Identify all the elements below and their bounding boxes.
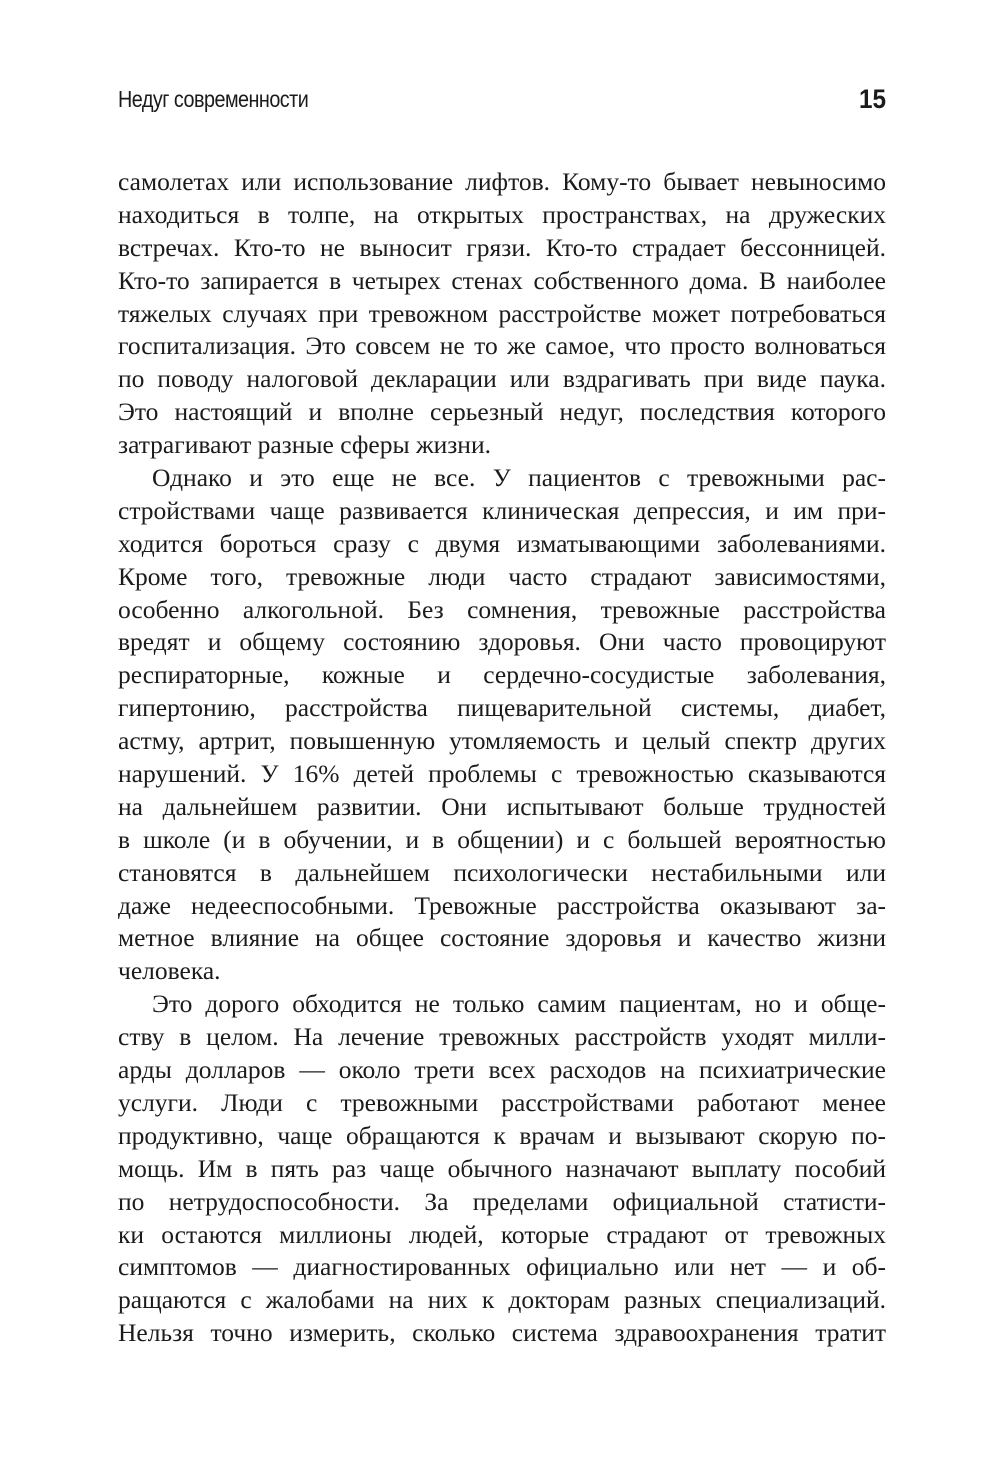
text-line: тяжелых случаях при тревожном расстройстве может потребоваться bbox=[118, 298, 886, 328]
text-line: Однако и это еще не все. У пациентов с тревожными рас- bbox=[152, 463, 886, 493]
text-line: Это настоящий и вполне серьезный недуг, последствия которого bbox=[118, 397, 886, 427]
text-line: по нетрудоспособности. За пределами официальной статисти- bbox=[118, 1186, 886, 1216]
text-line: Кто-то запирается в четырех стенах собственного дома. В наиболее bbox=[118, 265, 886, 295]
text-line: стройствами чаще развивается клиническая депрессия, и им при- bbox=[118, 495, 886, 525]
text-line: даже недееспособными. Тревожные расстройства оказывают за- bbox=[118, 890, 886, 920]
text-line: находиться в толпе, на открытых пространствах, на дружеских bbox=[118, 199, 886, 229]
paragraph-2 bbox=[118, 462, 886, 988]
running-header bbox=[118, 84, 886, 124]
text-line: становятся в дальнейшем психологически нестабильными или bbox=[118, 857, 886, 887]
paragraph-1 bbox=[118, 166, 886, 462]
text-line: астму, артрит, повышенную утомляемость и целый спектр других bbox=[118, 726, 886, 756]
text-line: ки остаются миллионы людей, которые страдают от тревожных bbox=[118, 1219, 886, 1249]
text-line: ходится бороться сразу с двумя изматывающими заболеваниями. bbox=[118, 528, 886, 558]
text-line: услуги. Люди с тревожными расстройствами работают менее bbox=[118, 1087, 886, 1117]
text-line: по поводу налоговой декларации или вздрагивать при виде паука. bbox=[118, 364, 886, 394]
text-line: затрагивают разные сферы жизни. bbox=[118, 430, 491, 460]
text-line: самолетах или использование лифтов. Кому-то бывает невыносимо bbox=[118, 167, 886, 196]
text-line: мощь. Им в пять раз чаще обычного назначают выплату пособий bbox=[118, 1153, 886, 1183]
text-line: Кроме того, тревожные люди часто страдают зависимостями, bbox=[118, 561, 886, 591]
text-line: метное влияние на общее состояние здоровья и качество жизни bbox=[118, 923, 886, 953]
running-title: Недуг современности bbox=[118, 86, 309, 112]
text-line: гипертонию, расстройства пищеварительной системы, диабет, bbox=[118, 693, 886, 723]
text-line: арды долларов — около трети всех расходов на психиатрические bbox=[118, 1055, 886, 1085]
body-text bbox=[118, 166, 886, 1350]
page-number: 15 bbox=[858, 84, 886, 114]
text-line: встречах. Кто-то не выносит грязи. Кто-то страдает бессонницей. bbox=[118, 232, 886, 262]
text-line: Нельзя точно измерить, сколько система здравоохранения тратит bbox=[118, 1318, 886, 1348]
text-line: человека. bbox=[118, 956, 221, 986]
text-line: в школе (и в обучении, и в общении) и с большей вероятностью bbox=[118, 824, 886, 854]
text-line: госпитализация. Это совсем не то же самое, что просто волноваться bbox=[118, 331, 886, 361]
text-line: ращаются с жалобами на них к докторам разных специализаций. bbox=[118, 1285, 886, 1315]
text-line: вредят и общему состоянию здоровья. Они часто провоцируют bbox=[118, 627, 886, 657]
paragraph-3 bbox=[118, 988, 886, 1350]
text-line: ству в целом. На лечение тревожных расстройств уходят милли- bbox=[118, 1022, 886, 1052]
text-line: продуктивно, чаще обращаются к врачам и вызывают скорую по- bbox=[118, 1120, 886, 1150]
text-line: на дальнейшем развитии. Они испытывают больше трудностей bbox=[118, 791, 886, 821]
text-line: нарушений. У 16% детей проблемы с тревожностью сказываются bbox=[118, 759, 886, 789]
text-line: симптомов — диагностированных официально или нет — и об- bbox=[118, 1252, 886, 1282]
text-line: особенно алкогольной. Без сомнения, тревожные расстройства bbox=[118, 594, 886, 624]
text-line: Это дорого обходится не только самим пациентам, но и обще- bbox=[152, 989, 886, 1019]
text-line: респираторные, кожные и сердечно-сосудистые заболевания, bbox=[118, 660, 886, 690]
